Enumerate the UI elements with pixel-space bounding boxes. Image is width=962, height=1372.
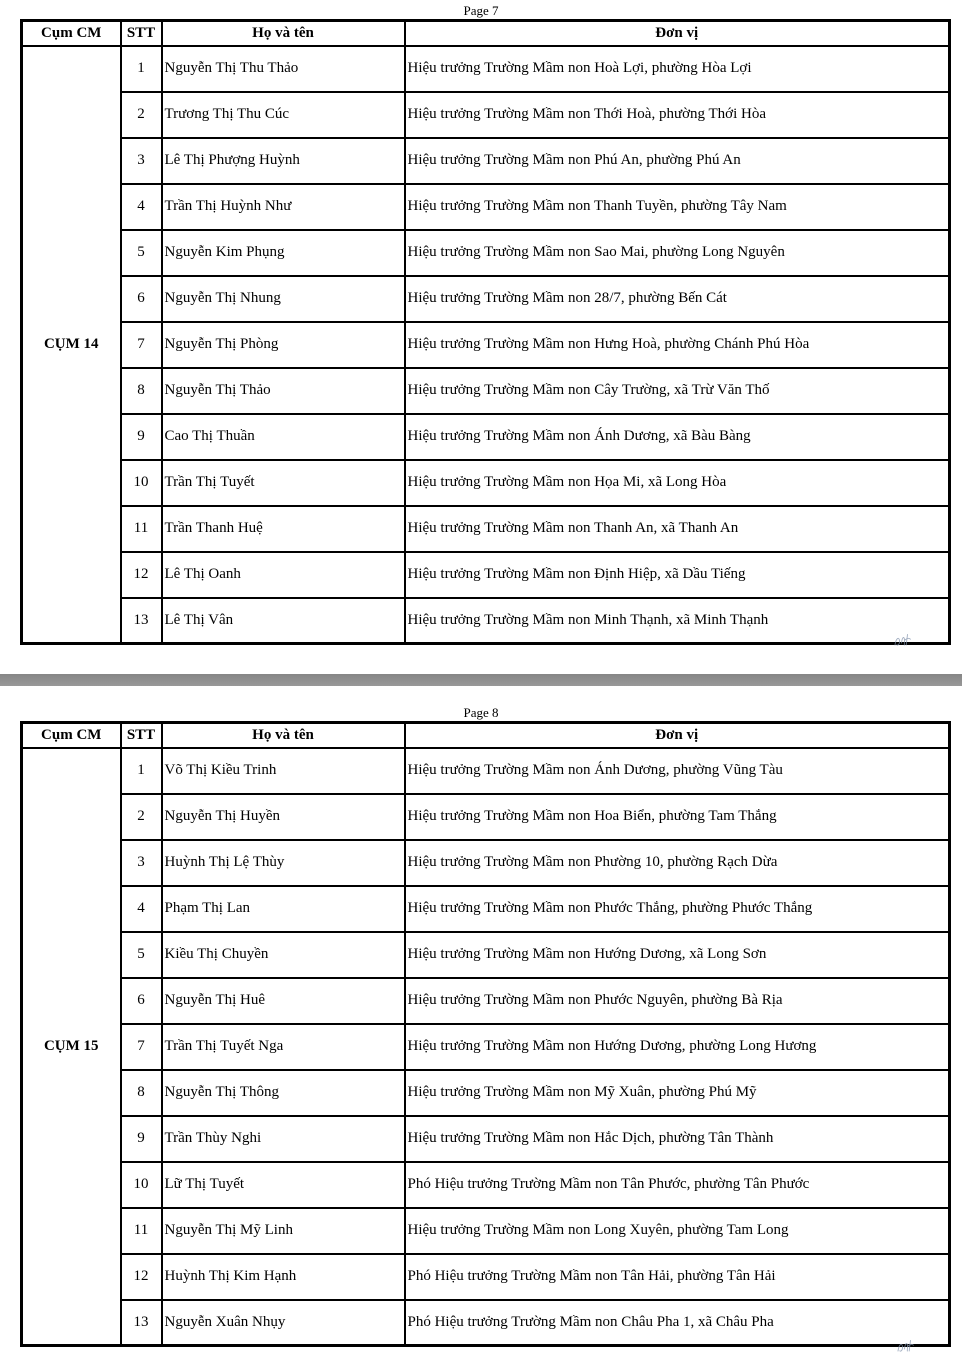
name-cell: Phạm Thị Lan	[162, 886, 405, 932]
name-cell: Nguyễn Thị Phòng	[162, 322, 405, 368]
page-label: Page 8	[463, 705, 499, 720]
table-row	[22, 230, 950, 276]
unit-cell: Hiệu trưởng Trường Mầm non Ánh Dương, xã Bàu Bàng	[405, 414, 950, 460]
stt-cell: 1	[121, 748, 162, 794]
stt-cell: 5	[121, 932, 162, 978]
unit-cell: Hiệu trưởng Trường Mầm non Phước Thắng, phường Phước Thắng	[405, 886, 950, 932]
stt-cell: 7	[121, 322, 162, 368]
table-row	[22, 46, 950, 92]
name-cell: Nguyễn Thị Mỹ Linh	[162, 1208, 405, 1254]
stt-cell: 7	[121, 1024, 162, 1070]
unit-cell: Hiệu trưởng Trường Mầm non Hưng Hoà, phường Chánh Phú Hòa	[405, 322, 950, 368]
table-row	[22, 1070, 950, 1116]
stt-cell: 9	[121, 414, 162, 460]
table-row	[22, 932, 950, 978]
stt-cell: 12	[121, 552, 162, 598]
page-8	[0, 686, 962, 1347]
cluster-label: CỤM 15	[22, 748, 121, 1346]
unit-cell: Phó Hiệu trưởng Trường Mầm non Châu Pha 1, xã Châu Pha	[405, 1300, 950, 1346]
name-cell: Nguyễn Thị Huê	[162, 978, 405, 1024]
header-don-vi: Đơn vị	[405, 723, 950, 748]
roster-table-page-8	[20, 721, 951, 1347]
table-row	[22, 184, 950, 230]
stt-cell: 11	[121, 1208, 162, 1254]
header-ho-va-ten: Họ và tên	[162, 723, 405, 748]
table-row	[22, 1300, 950, 1346]
unit-cell: Hiệu trưởng Trường Mầm non 28/7, phường Bến Cát	[405, 276, 950, 322]
stt-cell: 8	[121, 368, 162, 414]
name-cell: Trần Thị Tuyết Nga	[162, 1024, 405, 1070]
page-7	[0, 0, 962, 645]
name-cell: Huỳnh Thị Lệ Thùy	[162, 840, 405, 886]
stt-cell: 2	[121, 794, 162, 840]
unit-cell: Hiệu trưởng Trường Mầm non Hướng Dương, xã Long Sơn	[405, 932, 950, 978]
stt-cell: 9	[121, 1116, 162, 1162]
table-row	[22, 794, 950, 840]
name-cell: Trương Thị Thu Cúc	[162, 92, 405, 138]
stt-cell: 3	[121, 840, 162, 886]
stt-cell: 13	[121, 598, 162, 644]
table-row	[22, 978, 950, 1024]
unit-cell: Hiệu trưởng Trường Mầm non Sao Mai, phường Long Nguyên	[405, 230, 950, 276]
stt-cell: 4	[121, 184, 162, 230]
name-cell: Trần Thị Huỳnh Như	[162, 184, 405, 230]
page-divider-bar	[0, 674, 962, 686]
unit-cell: Hiệu trưởng Trường Mầm non Hoa Biển, phường Tam Thắng	[405, 794, 950, 840]
name-cell: Nguyễn Thị Thảo	[162, 368, 405, 414]
unit-cell: Hiệu trưởng Trường Mầm non Phường 10, phường Rạch Dừa	[405, 840, 950, 886]
unit-cell: Hiệu trưởng Trường Mầm non Hướng Dương, phường Long Hương	[405, 1024, 950, 1070]
header-cum-cm: Cụm CM	[22, 723, 121, 748]
stt-cell: 2	[121, 92, 162, 138]
name-cell: Huỳnh Thị Kim Hạnh	[162, 1254, 405, 1300]
table-row	[22, 414, 950, 460]
name-cell: Nguyễn Thị Thông	[162, 1070, 405, 1116]
header-ho-va-ten: Họ và tên	[162, 21, 405, 46]
pen-squiggle-icon	[896, 1337, 916, 1356]
name-cell: Trần Thùy Nghi	[162, 1116, 405, 1162]
header-cum-cm: Cụm CM	[22, 21, 121, 46]
table-row	[22, 1208, 950, 1254]
unit-cell: Hiệu trưởng Trường Mầm non Hắc Dịch, phường Tân Thành	[405, 1116, 950, 1162]
unit-cell: Hiệu trưởng Trường Mầm non Thới Hoà, phường Thới Hòa	[405, 92, 950, 138]
unit-cell: Hiệu trưởng Trường Mầm non Hoà Lợi, phường Hòa Lợi	[405, 46, 950, 92]
pen-squiggle-icon	[893, 631, 913, 650]
name-cell: Nguyễn Thị Nhung	[162, 276, 405, 322]
header-stt: STT	[121, 723, 162, 748]
unit-cell: Hiệu trưởng Trường Mầm non Ánh Dương, phường Vũng Tàu	[405, 748, 950, 794]
stt-cell: 1	[121, 46, 162, 92]
roster-table-body	[22, 748, 950, 1346]
unit-cell: Hiệu trưởng Trường Mầm non Họa Mi, xã Long Hòa	[405, 460, 950, 506]
stt-cell: 13	[121, 1300, 162, 1346]
unit-cell: Hiệu trưởng Trường Mầm non Cây Trường, xã Trừ Văn Thố	[405, 368, 950, 414]
table-row	[22, 1024, 950, 1070]
table-row	[22, 886, 950, 932]
name-cell: Lê Thị Vân	[162, 598, 405, 644]
stt-cell: 10	[121, 460, 162, 506]
stt-cell: 10	[121, 1162, 162, 1208]
header-don-vi: Đơn vị	[405, 21, 950, 46]
stt-cell: 5	[121, 230, 162, 276]
table-row	[22, 840, 950, 886]
table-row	[22, 276, 950, 322]
name-cell: Nguyễn Kim Phụng	[162, 230, 405, 276]
stt-cell: 4	[121, 886, 162, 932]
unit-cell: Hiệu trưởng Trường Mầm non Thanh An, xã Thanh An	[405, 506, 950, 552]
name-cell: Lê Thị Phượng Huỳnh	[162, 138, 405, 184]
unit-cell: Hiệu trưởng Trường Mầm non Mỹ Xuân, phường Phú Mỹ	[405, 1070, 950, 1116]
name-cell: Trần Thị Tuyết	[162, 460, 405, 506]
table-row	[22, 552, 950, 598]
table-row	[22, 368, 950, 414]
header-stt: STT	[121, 21, 162, 46]
unit-cell: Hiệu trưởng Trường Mầm non Phước Nguyên, phường Bà Rịa	[405, 978, 950, 1024]
stt-cell: 6	[121, 978, 162, 1024]
table-row	[22, 92, 950, 138]
header-row	[22, 723, 950, 748]
name-cell: Cao Thị Thuần	[162, 414, 405, 460]
cluster-label: CỤM 14	[22, 46, 121, 644]
name-cell: Nguyễn Xuân Nhụy	[162, 1300, 405, 1346]
table-row	[22, 1116, 950, 1162]
unit-cell: Phó Hiệu trưởng Trường Mầm non Tân Hải, phường Tân Hải	[405, 1254, 950, 1300]
table-row	[22, 460, 950, 506]
stt-cell: 8	[121, 1070, 162, 1116]
unit-cell: Hiệu trưởng Trường Mầm non Định Hiệp, xã Dầu Tiếng	[405, 552, 950, 598]
name-cell: Trần Thanh Huệ	[162, 506, 405, 552]
unit-cell: Hiệu trưởng Trường Mầm non Phú An, phường Phú An	[405, 138, 950, 184]
table-row	[22, 1162, 950, 1208]
stt-cell: 11	[121, 506, 162, 552]
table-row	[22, 748, 950, 794]
table-row	[22, 1254, 950, 1300]
unit-cell: Phó Hiệu trưởng Trường Mầm non Tân Phước, phường Tân Phước	[405, 1162, 950, 1208]
header-row	[22, 21, 950, 46]
stt-cell: 12	[121, 1254, 162, 1300]
name-cell: Kiều Thị Chuyền	[162, 932, 405, 978]
roster-table-page-7	[20, 19, 951, 645]
name-cell: Võ Thị Kiều Trinh	[162, 748, 405, 794]
name-cell: Lữ Thị Tuyết	[162, 1162, 405, 1208]
name-cell: Nguyễn Thị Thu Thảo	[162, 46, 405, 92]
table-row	[22, 598, 950, 644]
stt-cell: 6	[121, 276, 162, 322]
table-row	[22, 322, 950, 368]
unit-cell: Hiệu trưởng Trường Mầm non Minh Thạnh, xã Minh Thạnh	[405, 598, 950, 644]
table-row	[22, 506, 950, 552]
name-cell: Nguyễn Thị Huyền	[162, 794, 405, 840]
unit-cell: Hiệu trưởng Trường Mầm non Thanh Tuyền, phường Tây Nam	[405, 184, 950, 230]
roster-table-body	[22, 46, 950, 644]
unit-cell: Hiệu trưởng Trường Mầm non Long Xuyên, phường Tam Long	[405, 1208, 950, 1254]
page-label: Page 7	[463, 3, 499, 18]
name-cell: Lê Thị Oanh	[162, 552, 405, 598]
table-row	[22, 138, 950, 184]
stt-cell: 3	[121, 138, 162, 184]
